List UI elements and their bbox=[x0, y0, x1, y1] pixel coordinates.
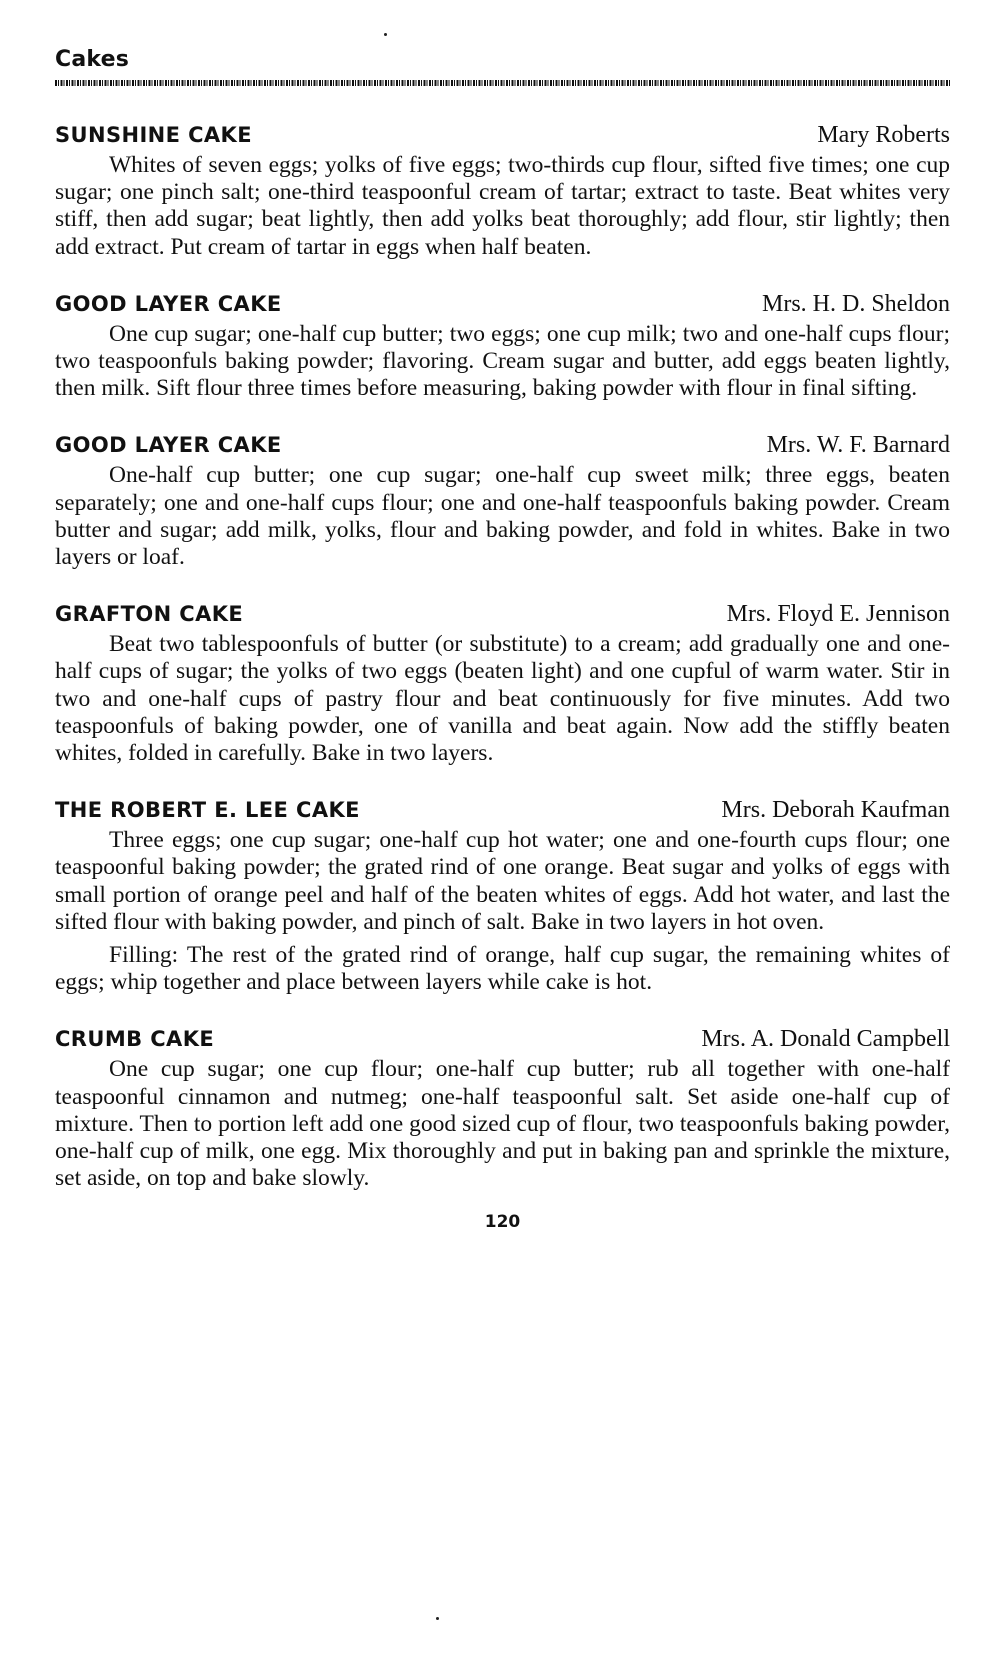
page-number: 120 bbox=[484, 1212, 521, 1233]
recipe-author: Mrs. Deborah Kaufman bbox=[721, 797, 950, 824]
recipe-instructions: One cup sugar; one cup flour; one-half cup butter; rub all together with one-half teaspoonful cinnamon and nutmeg; one-half teaspoonful salt. Set aside one-half cup of mixture. Then to portion left add one good sized cup of flour, two teaspoonfuls baking powder, one-half cup of milk, one egg. Mix thoroughly and put in baking pan and sprinkle the mixture, set aside, on top and bake slowly. bbox=[55, 1056, 950, 1192]
ink-speck-bottom bbox=[436, 1617, 439, 1620]
recipe-heading bbox=[55, 432, 950, 462]
recipe-author: Mary Roberts bbox=[817, 122, 950, 148]
recipe-sunshine-cake bbox=[55, 122, 950, 261]
recipe-filling-note: Filling: The rest of the grated rind of orange, half cup sugar, the remaining whites of eggs; whip together and place between layers while cake is hot. bbox=[55, 942, 950, 996]
recipe-title: GOOD LAYER CAKE bbox=[55, 433, 282, 458]
recipe-instructions: Whites of seven eggs; yolks of five eggs; two-thirds cup flour, sifted five times; one cup sugar; one pinch salt; one-third teaspoonful cream of tartar; extract to taste. Beat whites very stiff, then add sugar; beat lightly, then add yolks beat thoroughly; add flour, stir lightly; then add extract. Put cream of tartar in eggs when half beaten. bbox=[55, 152, 950, 260]
recipe-author: Mrs. A. Donald Campbell bbox=[701, 1026, 950, 1053]
recipe-title: SUNSHINE CAKE bbox=[55, 123, 252, 147]
recipe-title: THE ROBERT E. LEE CAKE bbox=[55, 798, 360, 823]
recipe-title: CRUMB CAKE bbox=[55, 1027, 215, 1052]
recipe-heading bbox=[55, 1026, 950, 1056]
recipe-instructions: Beat two tablespoonfuls of butter (or substitute) to a cream; add gradually one and one-half cups of sugar; the yolks of two eggs (beaten light) and one cupful of warm water. Stir in two and one-half cups of pastry flour and beat continuously for five minutes. Add two teaspoonfuls of baking powder, one of vanilla and beat again. Now add the stiffly beaten whites, folded in carefully. Bake in two layers. bbox=[55, 631, 950, 767]
recipe-grafton-cake bbox=[55, 601, 950, 767]
recipe-instructions: Three eggs; one cup sugar; one-half cup hot water; one and one-fourth cups flour; one teaspoonful baking powder; the grated rind of one orange. Beat sugar and yolks of eggs with small portion of orange peel and half of the beaten whites of eggs. Add hot water, and last the sifted flour with baking powder, and pinch of salt. Bake in two layers in hot oven. bbox=[55, 827, 950, 935]
recipe-good-layer-cake-barnard bbox=[55, 432, 950, 571]
recipe-heading bbox=[55, 601, 950, 631]
recipe-heading bbox=[55, 291, 950, 321]
section-title: Cakes bbox=[55, 47, 130, 72]
recipe-author: Mrs. H. D. Sheldon bbox=[761, 290, 950, 317]
recipe-author: Mrs. Floyd E. Jennison bbox=[726, 601, 950, 628]
recipe-robert-e-lee-cake bbox=[55, 797, 950, 996]
recipe-heading bbox=[55, 122, 950, 152]
cookbook-page bbox=[55, 0, 950, 1232]
recipe-heading bbox=[55, 797, 950, 827]
recipe-good-layer-cake-sheldon bbox=[55, 291, 950, 403]
recipe-instructions: One cup sugar; one-half cup butter; two eggs; one cup milk; two and one-half cups flour; two teaspoonfuls baking powder; flavoring. Cream sugar and butter, add eggs beaten lightly, then milk. Sift flour three times before measuring, baking powder with flour in final sifting. bbox=[55, 320, 950, 402]
recipe-title: GOOD LAYER CAKE bbox=[55, 291, 282, 316]
recipe-author: Mrs. W. F. Barnard bbox=[766, 432, 950, 459]
recipe-crumb-cake bbox=[55, 1026, 950, 1192]
header-rule bbox=[55, 80, 950, 86]
recipe-title: GRAFTON CAKE bbox=[55, 602, 244, 627]
recipe-instructions: One-half cup butter; one cup sugar; one-half cup sweet milk; three eggs, beaten separately; one and one-half cups flour; one and one-half teaspoonfuls baking powder. Cream butter and sugar; add milk, yolks, flour and baking powder, and fold in whites. Bake in two layers or loaf. bbox=[55, 462, 950, 571]
